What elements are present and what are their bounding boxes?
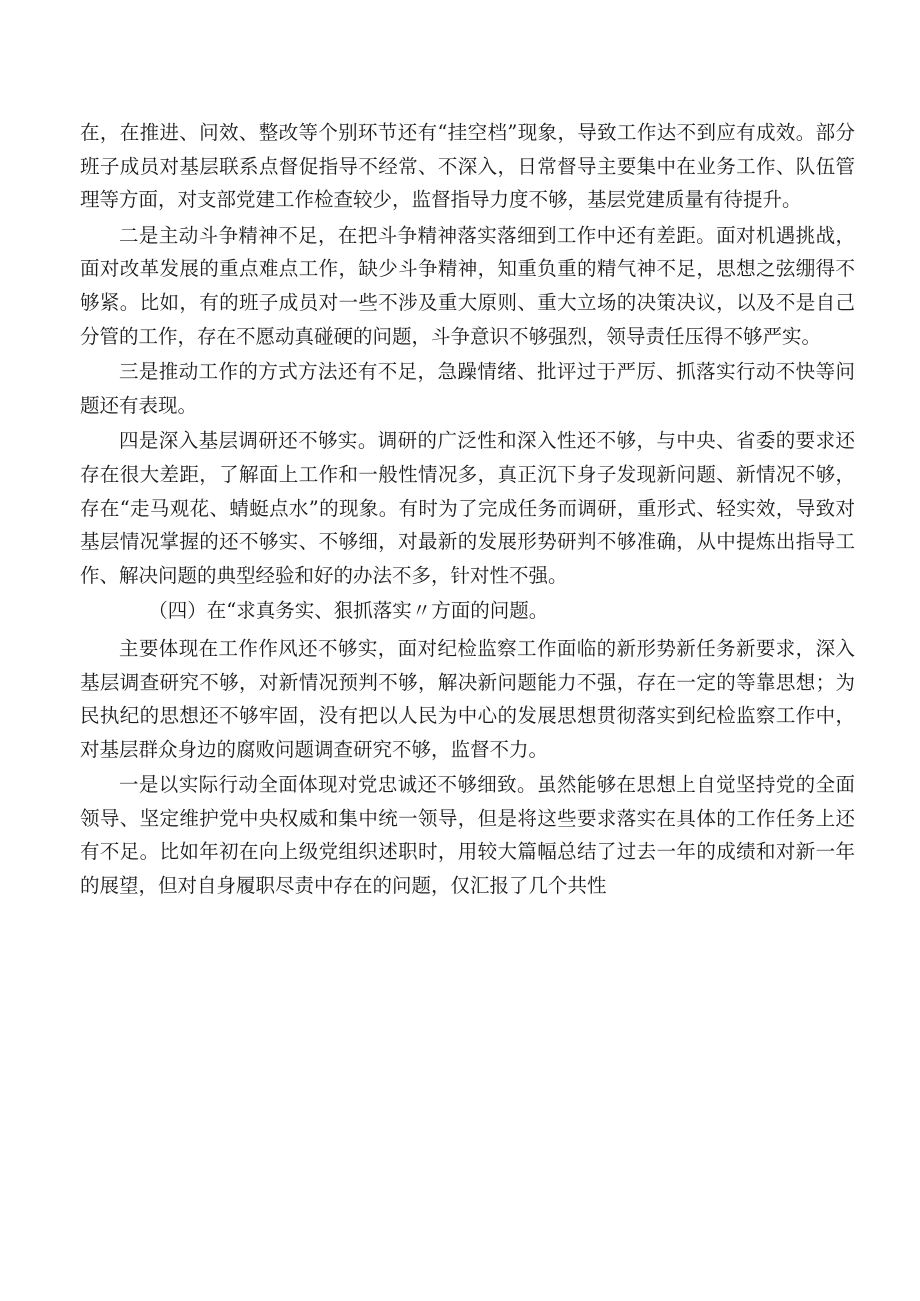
paragraph-struggle-spirit: 二是主动斗争精神不足，在把斗争精神落实落细到工作中还有差距。面对机遇挑战，面对改革发展的重点难点工作，缺少斗争精神，知重负重的精气神不足，思想之弦绷得不够紧。比如，有的班子成员对一些不涉及重大原则、重大立场的决策决议，以及不是自己分管的工作，存在不愿动真碰硬的问题，斗争意识不够强烈，领导责任压得不够严实。 xyxy=(80,223,855,348)
paragraph-work-methods: 三是推动工作的方式方法还有不足，急躁情绪、批评过于严厉、抓落实行动不快等问题还有表现。 xyxy=(80,360,855,417)
paragraph-loyalty: 一是以实际行动全面体现对党忠诚还不够细致。虽然能够在思想上自觉坚持党的全面领导、坚定维护党中央权威和集中统一领导，但是将这些要求落实在具体的工作任务上还有不足。比如年初在向上级党组织述职时，用较大篇幅总结了过去一年的成绩和对新一年的展望，但对自身履职尽责中存在的问题，仅汇报了几个共性 xyxy=(80,773,855,898)
section-heading-4: （四）在“求真务实、狠抓落实〃方面的问题。 xyxy=(148,599,549,623)
paragraph-grassroots-research: 四是深入基层调研还不够实。调研的广泛性和深入性还不够，与中央、省委的要求还存在很大差距，了解面上工作和一般性情况多，真正沉下身子发现新问题、新情况不够，存在“走马观花、蜻蜓点水”的现象。有时为了完成任务而调研，重形式、轻实效，导致对基层情况掌握的还不够实、不够细，对最新的发展形势研判不够准确，从中提炼出指导工作、解决问题的典型经验和好的办法不多，针对性不强。 xyxy=(80,429,855,587)
paragraph-main-manifestation: 主要体现在工作作风还不够实，面对纪检监察工作面临的新形势新任务新要求，深入基层调查研究不够，对新情况预判不够，解决新问题能力不强，存在一定的等靠思想；为民执纪的思想还不够牢固，没有把以人民为中心的发展思想贯彻落实到纪检监察工作中，对基层群众身边的腐败问题调查研究不够，监督不力。 xyxy=(80,636,855,761)
paragraph-continued: 在，在推进、问效、整改等个别环节还有“挂空档”现象，导致工作达不到应有成效。部分班子成员对基层联系点督促指导不经常、不深入，日常督导主要集中在业务工作、队伍管理等方面，对支部党建工作检查较少，监督指导力度不够，基层党建质量有待提升。 xyxy=(80,121,855,212)
document-body xyxy=(80,116,855,905)
